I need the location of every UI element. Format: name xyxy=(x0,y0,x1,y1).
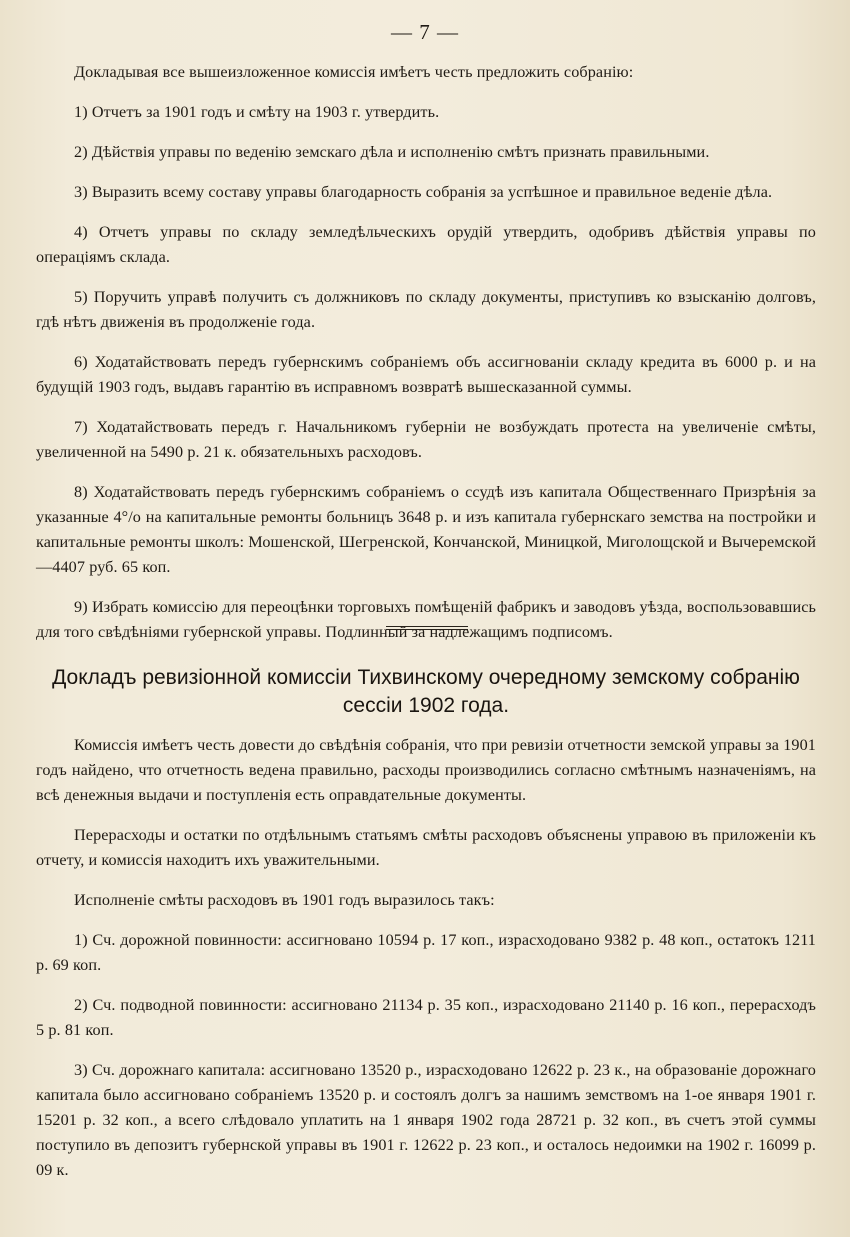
paragraph: 1) Сч. дорожной повинности: ассигновано 10594 р. 17 коп., израсходовано 9382 р. 48 коп., остатокъ 1211 р. 69 коп. xyxy=(36,931,816,974)
paragraph: 2) Дѣйствія управы по веденію земскаго дѣла и исполненію смѣтъ признать правильными. xyxy=(74,143,710,161)
paragraph: 3) Сч. дорожнаго капитала: ассигновано 13520 р., израсходовано 12622 р. 23 к., на образованіе дорожнаго капитала было ассигновано собраніемъ 13520 р. и состоялъ долгъ за нашимъ земствомъ на 1-ое января 1901 г. 15201 р. 32 коп., а всего слѣдовало уплатить на 1 января 1902 года 28721 р. 32 коп., въ счетъ этой суммы поступило въ депозитъ губернской управы въ 1901 г. 12622 р. 23 коп., и осталось недоимки на 1902 г. 16099 р. 09 к. xyxy=(36,1061,816,1179)
paragraph: 2) Сч. подводной повинности: ассигновано 21134 р. 35 коп., израсходовано 21140 р. 16 коп., перерасходъ 5 р. 81 коп. xyxy=(36,996,816,1039)
paragraph: Докладывая все вышеизложенное комиссія имѣетъ честь предложить собранію: xyxy=(74,63,634,81)
paragraph: Комиссія имѣетъ честь довести до свѣдѣнія собранія, что при ревизіи отчетности земской управы за 1901 годъ найдено, что отчетность ведена правильно, расходы производились согласно смѣтнымъ назначеніямъ, на всѣ денежныя выдачи и поступленія есть оправдательные документы. xyxy=(36,736,816,804)
heading-line-2: сессіи 1902 года. xyxy=(342,694,510,717)
paragraph: 8) Ходатайствовать передъ губернскимъ собраніемъ о ссудѣ изъ капитала Общественнаго Призрѣнія за указанные 4°/о на капитальные ремонты больницъ 3648 р. и изъ капитала губернскаго земства на постройки и капитальные ремонты школъ: Мошенской, Шегренской, Кончанской, Миницкой, Миголощской и Вычеремской—4407 руб. 65 коп. xyxy=(36,483,816,576)
paragraph: Перерасходы и остатки по отдѣльнымъ статьямъ смѣты расходовъ объяснены управою въ приложеніи къ отчету, и комиссія находитъ ихъ уважительными. xyxy=(36,826,816,869)
section-divider xyxy=(386,626,468,630)
page-number: — 7 — xyxy=(391,20,459,44)
paragraph: Исполненіе смѣты расходовъ въ 1901 годъ выразилось такъ: xyxy=(74,891,495,909)
paragraph: 9) Избрать комиссію для переоцѣнки торговыхъ помѣщеній фабрикъ и заводовъ уѣзда, воспользовавшись для того свѣдѣніями губернской управы. Подлинный за надлежащимъ подписомъ. xyxy=(36,598,816,641)
paragraph: 5) Поручить управѣ получить съ должниковъ по складу документы, приступивъ ко взысканію долговъ, гдѣ нѣтъ движенія въ продолженіе года. xyxy=(36,288,816,331)
paragraph: 3) Выразить всему составу управы благодарность собранія за успѣшное и правильное веденіе дѣла. xyxy=(74,183,773,201)
paragraph: 6) Ходатайствовать передъ губернскимъ собраніемъ объ ассигнованіи складу кредита въ 6000 р. и на будущій 1903 годъ, выдавъ гарантію въ исправномъ возвратѣ вышесказанной суммы. xyxy=(36,353,816,396)
paragraph: 1) Отчетъ за 1901 годъ и смѣту на 1903 г. утвердить. xyxy=(74,103,440,121)
heading-line-1: Докладъ ревизіонной комиссіи Тихвинскому очередному земскому собранію xyxy=(52,666,800,689)
paragraph: 4) Отчетъ управы по складу земледѣльческихъ орудій утвердить, одобривъ дѣйствія управы по операціямъ склада. xyxy=(36,223,816,266)
report-heading xyxy=(36,664,816,720)
resolutions-section xyxy=(36,60,816,660)
audit-report-section xyxy=(36,733,816,1198)
paragraph: 7) Ходатайствовать передъ г. Начальникомъ губерніи не возбуждать протеста на увеличеніе смѣты, увеличенной на 5490 р. 21 к. обязательныхъ расходовъ. xyxy=(36,418,816,461)
